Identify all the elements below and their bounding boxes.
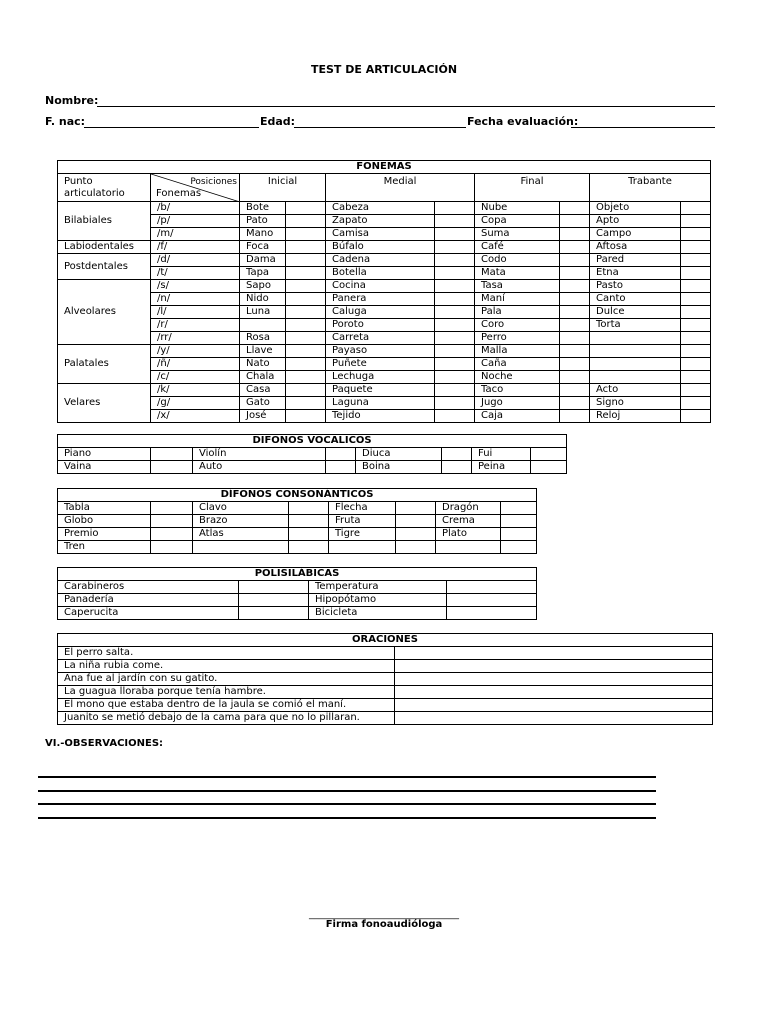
answer-cell[interactable]	[289, 515, 329, 528]
punto-articulatorio-cell: Labiodentales	[58, 241, 151, 254]
medial-answer[interactable]	[435, 228, 475, 241]
polisilabica-row	[58, 594, 537, 607]
answer-cell[interactable]	[396, 541, 436, 554]
inicial-answer[interactable]	[286, 345, 326, 358]
medial-word: Camisa	[326, 228, 435, 241]
medial-word: Puñete	[326, 358, 435, 371]
difonos-consonanticos-table	[57, 488, 537, 554]
edad-field[interactable]	[294, 127, 466, 128]
word-cell: Tren	[58, 541, 151, 554]
punto-articulatorio-cell: Bilabiales	[58, 202, 151, 241]
trabante-word: Campo	[590, 228, 681, 241]
trabante-answer[interactable]	[681, 345, 711, 358]
inicial-answer[interactable]	[286, 293, 326, 306]
trabante-answer[interactable]	[681, 202, 711, 215]
trabante-answer[interactable]	[681, 280, 711, 293]
inicial-word: Sapo	[240, 280, 286, 293]
medial-answer[interactable]	[435, 384, 475, 397]
medial-word: Lechuga	[326, 371, 435, 384]
fonema-row	[58, 319, 711, 332]
observaciones-line-2[interactable]	[38, 790, 656, 792]
medial-word: Caluga	[326, 306, 435, 319]
final-word: Codo	[475, 254, 560, 267]
observaciones-label: VI.-OBSERVACIONES:	[45, 738, 164, 749]
final-answer[interactable]	[560, 384, 590, 397]
trabante-word	[590, 358, 681, 371]
polisilabicas-title: POLISILÁBICAS	[58, 568, 537, 581]
observaciones-line-3[interactable]	[38, 803, 656, 805]
inicial-word: Rosa	[240, 332, 286, 345]
oraciones-title: ORACIONES	[58, 634, 713, 647]
trabante-answer[interactable]	[681, 306, 711, 319]
oracion-row	[58, 647, 713, 660]
trabante-answer[interactable]	[681, 228, 711, 241]
final-word: Café	[475, 241, 560, 254]
col-inicial: Inicial	[240, 174, 326, 202]
answer-cell[interactable]	[151, 461, 193, 474]
fonema-row	[58, 228, 711, 241]
answer-cell[interactable]	[501, 541, 537, 554]
punto-articulatorio-cell: Alveolares	[58, 280, 151, 345]
fonema-cell: /k/	[151, 384, 240, 397]
oracion-answer[interactable]	[395, 686, 713, 699]
fonema-cell: /x/	[151, 410, 240, 423]
trabante-word: Signo	[590, 397, 681, 410]
medial-word: Búfalo	[326, 241, 435, 254]
final-answer[interactable]	[560, 241, 590, 254]
trabante-word	[590, 371, 681, 384]
inicial-word: Nido	[240, 293, 286, 306]
final-word: Perro	[475, 332, 560, 345]
fnac-label: F. nac:	[45, 115, 86, 128]
medial-answer[interactable]	[435, 332, 475, 345]
answer-cell[interactable]	[289, 502, 329, 515]
oracion-row	[58, 673, 713, 686]
difono-consonantico-row	[58, 541, 537, 554]
fonema-cell: /ñ/	[151, 358, 240, 371]
answer-cell[interactable]	[447, 581, 537, 594]
word-cell: Diuca	[356, 448, 442, 461]
polisilabicas-table	[57, 567, 537, 620]
fonema-row	[58, 332, 711, 345]
oracion-text: La guagua lloraba porque tenía hambre.	[58, 686, 395, 699]
word-cell: Atlas	[193, 528, 289, 541]
fonema-cell: /p/	[151, 215, 240, 228]
final-answer[interactable]	[560, 319, 590, 332]
medial-answer[interactable]	[435, 306, 475, 319]
fonema-row	[58, 306, 711, 319]
oracion-text: El mono que estaba dentro de la jaula se comió el maní.	[58, 699, 395, 712]
observaciones-line-1[interactable]	[38, 776, 656, 778]
inicial-word: Mano	[240, 228, 286, 241]
punto-articulatorio-header	[58, 174, 151, 202]
inicial-word: Luna	[240, 306, 286, 319]
final-word: Taco	[475, 384, 560, 397]
trabante-word: Torta	[590, 319, 681, 332]
medial-answer[interactable]	[435, 202, 475, 215]
difono-vocalico-row	[58, 461, 567, 474]
final-answer[interactable]	[560, 267, 590, 280]
punto-articulatorio-cell: Palatales	[58, 345, 151, 384]
oracion-answer[interactable]	[395, 712, 713, 725]
fonema-cell: /g/	[151, 397, 240, 410]
edad-label: Edad:	[260, 115, 296, 128]
punto-header-line1: Punto	[64, 176, 93, 187]
trabante-answer[interactable]	[681, 358, 711, 371]
final-answer[interactable]	[560, 410, 590, 423]
final-word: Copa	[475, 215, 560, 228]
medial-answer[interactable]	[435, 371, 475, 384]
answer-cell[interactable]	[442, 461, 472, 474]
inicial-word: Chala	[240, 371, 286, 384]
final-word: Mata	[475, 267, 560, 280]
trabante-word	[590, 345, 681, 358]
answer-cell[interactable]	[151, 515, 193, 528]
inicial-word: Ñato	[240, 358, 286, 371]
signature-line: ______________________________	[309, 909, 459, 920]
oracion-answer[interactable]	[395, 660, 713, 673]
word-cell: Caperucita	[58, 607, 239, 620]
fonema-row	[58, 241, 711, 254]
polisilabica-row	[58, 607, 537, 620]
trabante-word: Pared	[590, 254, 681, 267]
final-answer[interactable]	[560, 254, 590, 267]
fonema-row	[58, 254, 711, 267]
word-cell: Fruta	[329, 515, 396, 528]
trabante-word: Objeto	[590, 202, 681, 215]
medial-answer[interactable]	[435, 319, 475, 332]
inicial-answer[interactable]	[286, 332, 326, 345]
inicial-answer[interactable]	[286, 384, 326, 397]
posiciones-label: Posiciones	[190, 177, 237, 187]
inicial-answer[interactable]	[286, 254, 326, 267]
fonemas-label: Fonemas	[156, 188, 202, 199]
oracion-answer[interactable]	[395, 673, 713, 686]
answer-cell[interactable]	[442, 448, 472, 461]
fonema-cell: /l/	[151, 306, 240, 319]
oracion-row	[58, 699, 713, 712]
inicial-answer[interactable]	[286, 319, 326, 332]
trabante-answer[interactable]	[681, 254, 711, 267]
final-answer[interactable]	[560, 332, 590, 345]
final-word: Tasa	[475, 280, 560, 293]
medial-word: Laguna	[326, 397, 435, 410]
difonos-consonanticos-title: DÍFONOS CONSONÁNTICOS	[58, 489, 537, 502]
word-cell	[329, 541, 396, 554]
medial-answer[interactable]	[435, 267, 475, 280]
inicial-word: Foca	[240, 241, 286, 254]
fonema-row	[58, 280, 711, 293]
answer-cell[interactable]	[151, 448, 193, 461]
word-cell: Violín	[193, 448, 326, 461]
trabante-answer[interactable]	[681, 384, 711, 397]
final-answer[interactable]	[560, 397, 590, 410]
nombre-label: Nombre:	[45, 94, 99, 107]
difono-consonantico-row	[58, 515, 537, 528]
fonema-cell: /f/	[151, 241, 240, 254]
answer-cell[interactable]	[501, 515, 537, 528]
medial-answer[interactable]	[435, 241, 475, 254]
word-cell: Temperatura	[309, 581, 447, 594]
inicial-answer[interactable]	[286, 280, 326, 293]
medial-answer[interactable]	[435, 215, 475, 228]
final-word: Malla	[475, 345, 560, 358]
word-cell: Fui	[472, 448, 531, 461]
answer-cell[interactable]	[531, 448, 567, 461]
word-cell: Boina	[356, 461, 442, 474]
word-cell	[436, 541, 501, 554]
trabante-word: Dulce	[590, 306, 681, 319]
inicial-word	[240, 319, 286, 332]
medial-word: Paquete	[326, 384, 435, 397]
medial-word: Payaso	[326, 345, 435, 358]
oraciones-table	[57, 633, 713, 725]
oracion-text: La niña rubia come.	[58, 660, 395, 673]
oracion-row	[58, 686, 713, 699]
final-word: Caña	[475, 358, 560, 371]
trabante-answer[interactable]	[681, 397, 711, 410]
answer-cell[interactable]	[447, 607, 537, 620]
trabante-answer[interactable]	[681, 319, 711, 332]
difono-vocalico-row	[58, 448, 567, 461]
fonema-row	[58, 202, 711, 215]
answer-cell[interactable]	[396, 515, 436, 528]
medial-word: Poroto	[326, 319, 435, 332]
word-cell: Dragón	[436, 502, 501, 515]
answer-cell[interactable]	[396, 502, 436, 515]
punto-articulatorio-cell: Postdentales	[58, 254, 151, 280]
trabante-answer[interactable]	[681, 267, 711, 280]
oracion-text: Juanito se metió debajo de la cama para que no lo pillaran.	[58, 712, 395, 725]
medial-answer[interactable]	[435, 410, 475, 423]
word-cell: Peina	[472, 461, 531, 474]
final-word: Noche	[475, 371, 560, 384]
answer-cell[interactable]	[289, 541, 329, 554]
medial-word: Panera	[326, 293, 435, 306]
answer-cell[interactable]	[396, 528, 436, 541]
answer-cell[interactable]	[239, 581, 309, 594]
punto-header-line2: articulatorio	[64, 188, 125, 199]
inicial-answer[interactable]	[286, 410, 326, 423]
answer-cell[interactable]	[531, 461, 567, 474]
word-cell: Globo	[58, 515, 151, 528]
fonema-cell: /d/	[151, 254, 240, 267]
fonema-row	[58, 410, 711, 423]
observaciones-line-4[interactable]	[38, 817, 656, 819]
fonema-cell: /y/	[151, 345, 240, 358]
final-answer[interactable]	[560, 358, 590, 371]
final-answer[interactable]	[560, 345, 590, 358]
final-word: Coro	[475, 319, 560, 332]
trabante-word: Acto	[590, 384, 681, 397]
answer-cell[interactable]	[239, 594, 309, 607]
inicial-word: Dama	[240, 254, 286, 267]
inicial-answer[interactable]	[286, 215, 326, 228]
final-word: Suma	[475, 228, 560, 241]
answer-cell[interactable]	[447, 594, 537, 607]
medial-word: Tejido	[326, 410, 435, 423]
word-cell: Tigre	[329, 528, 396, 541]
difono-consonantico-row	[58, 528, 537, 541]
trabante-answer[interactable]	[681, 332, 711, 345]
inicial-answer[interactable]	[286, 397, 326, 410]
medial-word: Zapato	[326, 215, 435, 228]
word-cell	[193, 541, 289, 554]
medial-answer[interactable]	[435, 293, 475, 306]
col-trabante: Trabante	[590, 174, 711, 202]
final-answer[interactable]	[560, 228, 590, 241]
word-cell: Clavo	[193, 502, 289, 515]
fonema-cell: /s/	[151, 280, 240, 293]
word-cell: Brazo	[193, 515, 289, 528]
fonema-row	[58, 293, 711, 306]
nombre-field[interactable]	[97, 106, 715, 107]
trabante-word: Reloj	[590, 410, 681, 423]
signature-label: Firma fonoaudióloga	[325, 919, 443, 930]
difonos-vocalicos-table	[57, 434, 567, 474]
medial-answer[interactable]	[435, 254, 475, 267]
inicial-word: José	[240, 410, 286, 423]
word-cell: Piano	[58, 448, 151, 461]
fonema-cell: /n/	[151, 293, 240, 306]
oracion-text: El perro salta.	[58, 647, 395, 660]
final-word: Caja	[475, 410, 560, 423]
fonema-row	[58, 345, 711, 358]
trabante-word: Canto	[590, 293, 681, 306]
medial-word: Cocina	[326, 280, 435, 293]
final-word: Jugo	[475, 397, 560, 410]
word-cell: Crema	[436, 515, 501, 528]
oracion-row	[58, 660, 713, 673]
final-answer[interactable]	[560, 293, 590, 306]
final-answer[interactable]	[560, 280, 590, 293]
fonema-cell: /t/	[151, 267, 240, 280]
fonema-cell: /c/	[151, 371, 240, 384]
difono-consonantico-row	[58, 502, 537, 515]
fonema-row	[58, 384, 711, 397]
trabante-word	[590, 332, 681, 345]
trabante-answer[interactable]	[681, 215, 711, 228]
fonema-row	[58, 215, 711, 228]
answer-cell[interactable]	[151, 528, 193, 541]
trabante-word: Apto	[590, 215, 681, 228]
fonema-row	[58, 371, 711, 384]
inicial-answer[interactable]	[286, 267, 326, 280]
oracion-answer[interactable]	[395, 699, 713, 712]
medial-word: Botella	[326, 267, 435, 280]
punto-articulatorio-cell: Velares	[58, 384, 151, 423]
medial-answer[interactable]	[435, 358, 475, 371]
word-cell: Auto	[193, 461, 326, 474]
fecha-label: Fecha evaluación:	[467, 115, 579, 128]
medial-answer[interactable]	[435, 280, 475, 293]
word-cell: Hipopótamo	[309, 594, 447, 607]
answer-cell[interactable]	[289, 528, 329, 541]
inicial-word: Llave	[240, 345, 286, 358]
difonos-vocalicos-title: DIFONOS VOCALICOS	[58, 435, 567, 448]
word-cell: Tabla	[58, 502, 151, 515]
oracion-answer[interactable]	[395, 647, 713, 660]
answer-cell[interactable]	[239, 607, 309, 620]
final-answer[interactable]	[560, 306, 590, 319]
inicial-word: Bote	[240, 202, 286, 215]
answer-cell[interactable]	[151, 541, 193, 554]
fecha-field[interactable]	[571, 127, 715, 128]
fonema-cell: /b/	[151, 202, 240, 215]
inicial-answer[interactable]	[286, 228, 326, 241]
trabante-word: Etna	[590, 267, 681, 280]
word-cell: Vaina	[58, 461, 151, 474]
inicial-word: Pato	[240, 215, 286, 228]
page-title: TEST DE ARTICULACIÓN	[310, 63, 458, 76]
final-answer[interactable]	[560, 202, 590, 215]
final-word: Pala	[475, 306, 560, 319]
fnac-field[interactable]	[84, 127, 259, 128]
trabante-answer[interactable]	[681, 293, 711, 306]
answer-cell[interactable]	[326, 461, 356, 474]
word-cell: Panadería	[58, 594, 239, 607]
trabante-word: Pasto	[590, 280, 681, 293]
final-word: Nube	[475, 202, 560, 215]
oracion-row	[58, 712, 713, 725]
medial-word: Cadena	[326, 254, 435, 267]
medial-word: Cabeza	[326, 202, 435, 215]
trabante-answer[interactable]	[681, 371, 711, 384]
word-cell: Premio	[58, 528, 151, 541]
trabante-word: Aftosa	[590, 241, 681, 254]
fonema-row	[58, 358, 711, 371]
inicial-answer[interactable]	[286, 306, 326, 319]
answer-cell[interactable]	[151, 502, 193, 515]
trabante-answer[interactable]	[681, 410, 711, 423]
fonema-row	[58, 397, 711, 410]
fonema-cell: /r/	[151, 319, 240, 332]
medial-word: Carreta	[326, 332, 435, 345]
trabante-answer[interactable]	[681, 241, 711, 254]
final-answer[interactable]	[560, 371, 590, 384]
col-final: Final	[475, 174, 590, 202]
fonema-cell: /m/	[151, 228, 240, 241]
medial-answer[interactable]	[435, 397, 475, 410]
inicial-word: Tapa	[240, 267, 286, 280]
col-medial: Medial	[326, 174, 475, 202]
inicial-answer[interactable]	[286, 241, 326, 254]
fonema-cell: /rr/	[151, 332, 240, 345]
inicial-word: Casa	[240, 384, 286, 397]
word-cell: Plato	[436, 528, 501, 541]
polisilabica-row	[58, 581, 537, 594]
answer-cell[interactable]	[501, 502, 537, 515]
word-cell: Bicicleta	[309, 607, 447, 620]
word-cell: Flecha	[329, 502, 396, 515]
posiciones-fonemas-header	[151, 174, 240, 202]
medial-answer[interactable]	[435, 345, 475, 358]
inicial-answer[interactable]	[286, 358, 326, 371]
inicial-answer[interactable]	[286, 202, 326, 215]
final-word: Maní	[475, 293, 560, 306]
final-answer[interactable]	[560, 215, 590, 228]
fonemas-title: FONEMAS	[58, 161, 711, 174]
oracion-text: Ana fue al jardín con su gatito.	[58, 673, 395, 686]
inicial-word: Gato	[240, 397, 286, 410]
fonemas-table	[57, 160, 711, 423]
word-cell: Carabineros	[58, 581, 239, 594]
answer-cell[interactable]	[501, 528, 537, 541]
fonema-row	[58, 267, 711, 280]
inicial-answer[interactable]	[286, 371, 326, 384]
answer-cell[interactable]	[326, 448, 356, 461]
